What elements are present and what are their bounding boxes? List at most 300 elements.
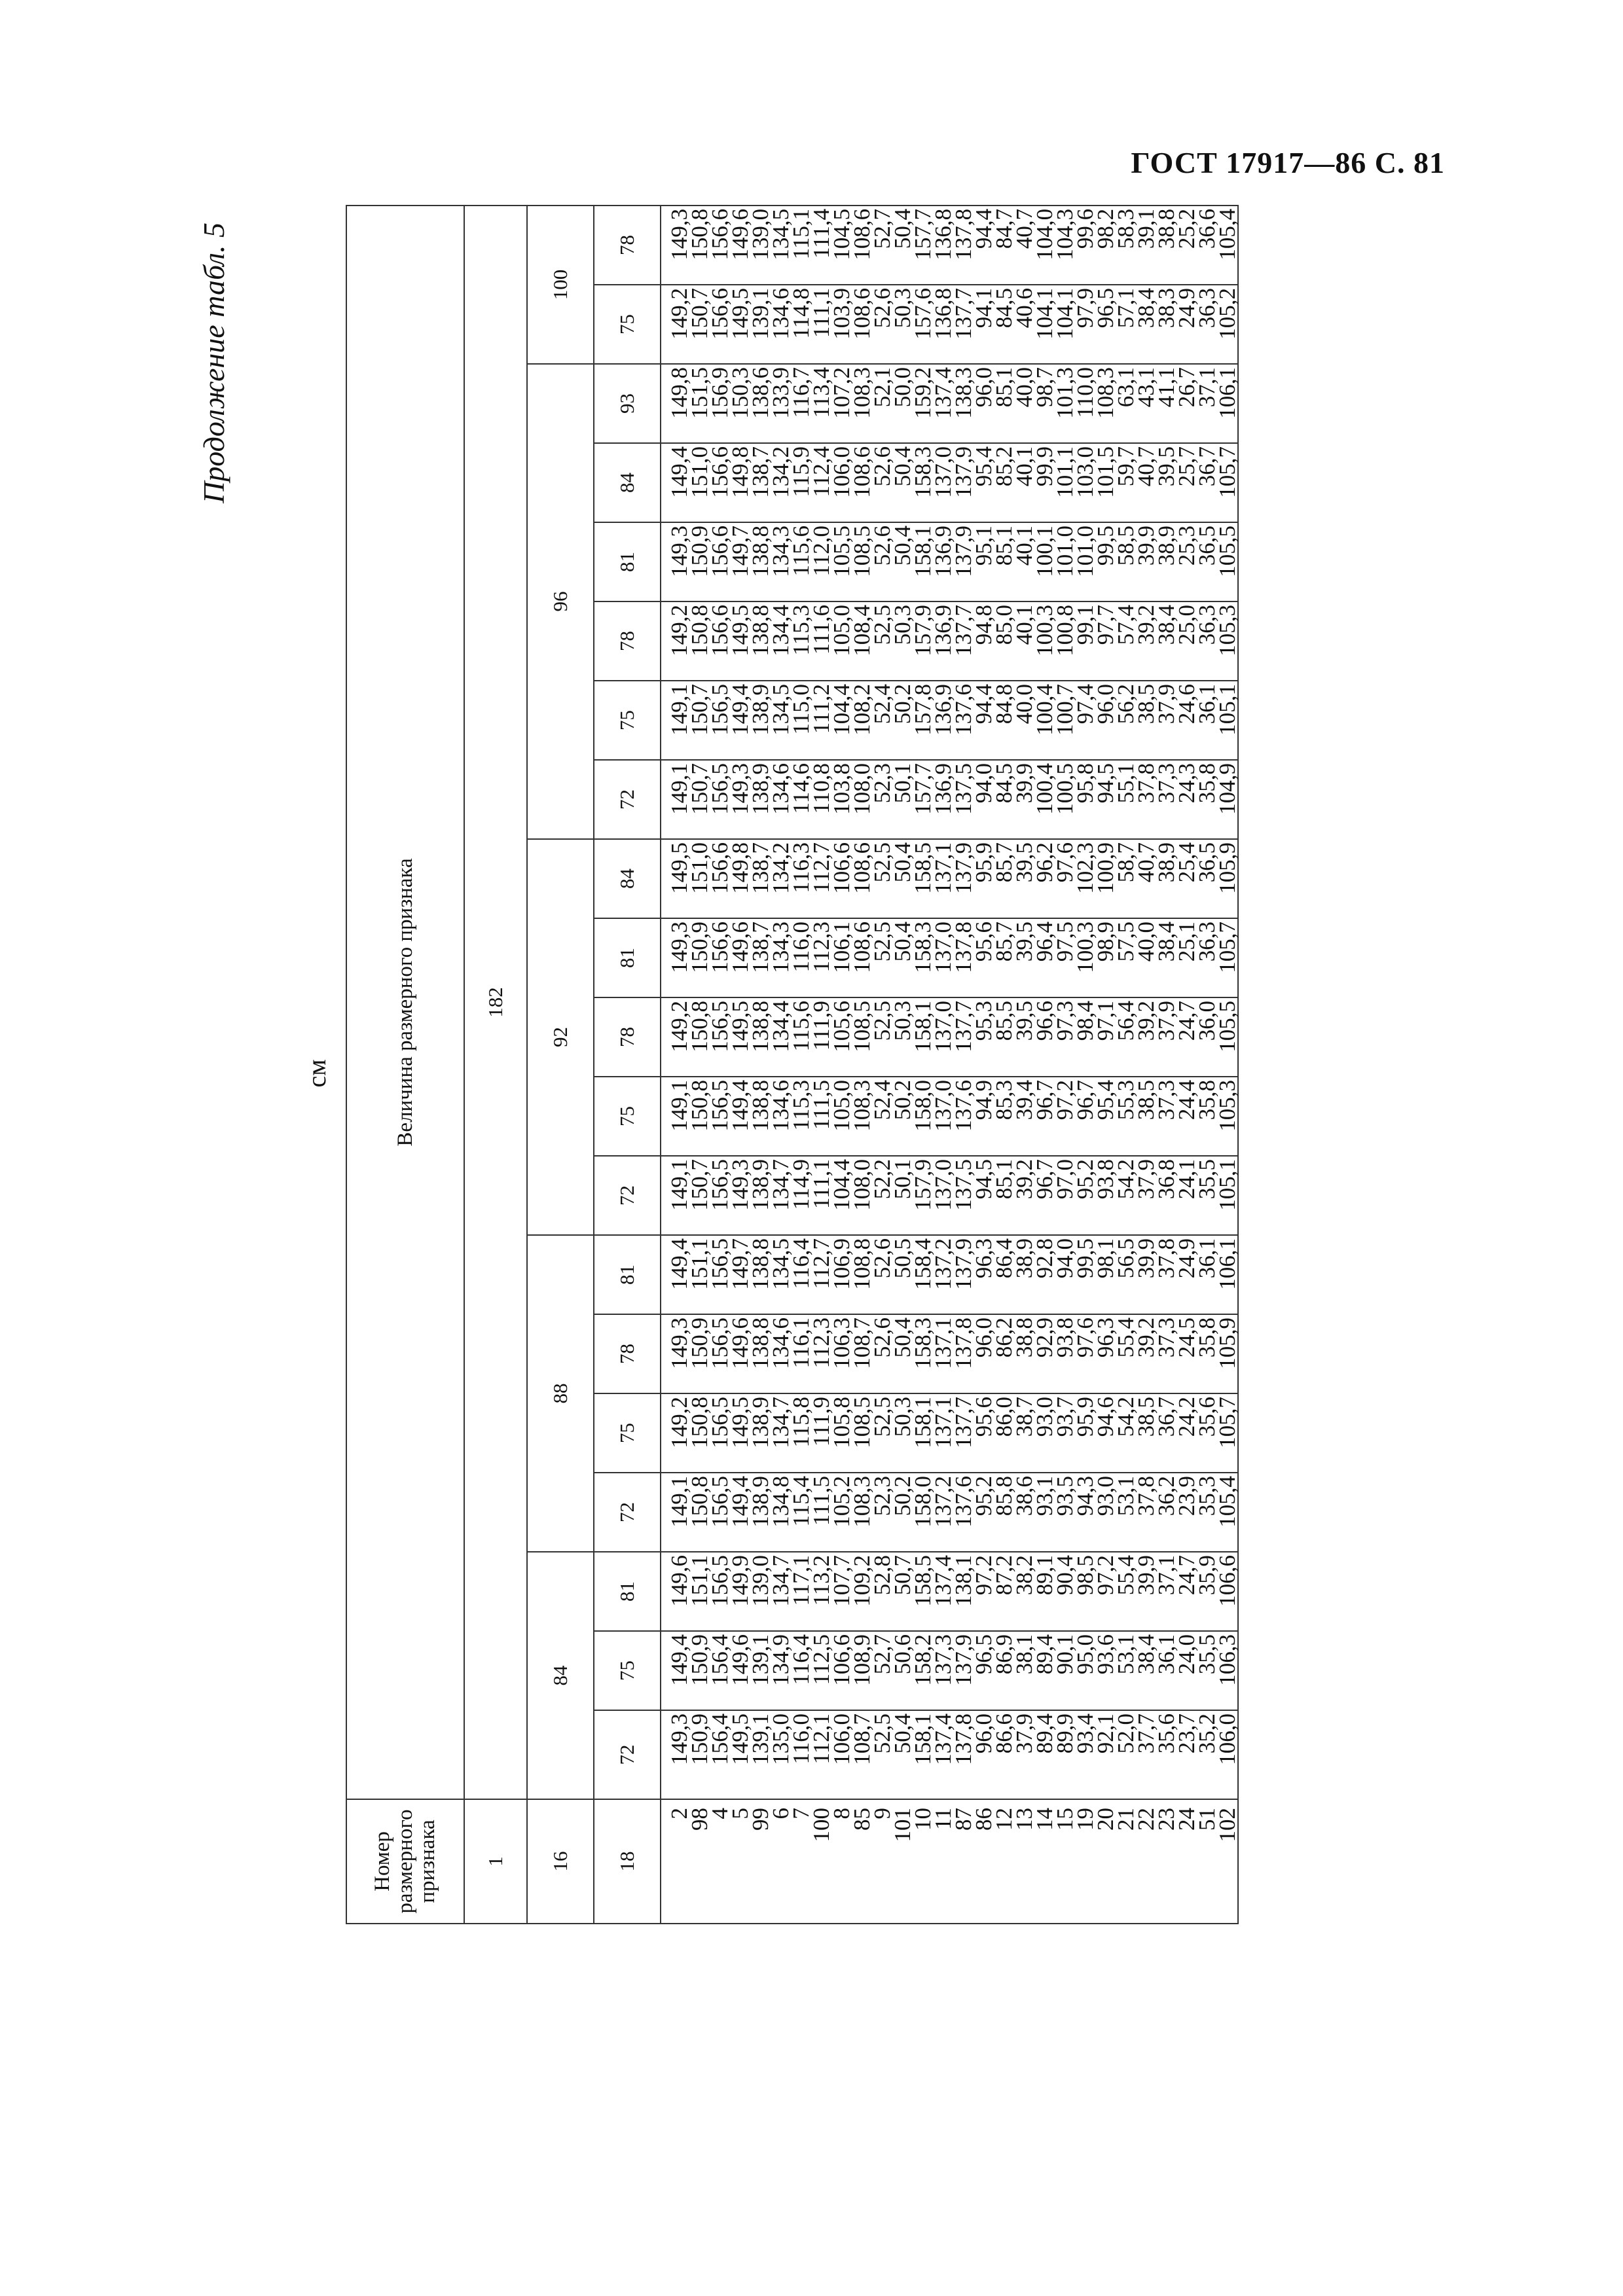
value-cell: 103,9: [831, 285, 852, 364]
value-cell: 156,6: [710, 601, 730, 681]
column-header: 93: [594, 364, 661, 443]
value-cell: 98,5: [1075, 1552, 1095, 1631]
value-cell: 25,1: [1176, 918, 1197, 997]
value-cell: 35,6: [1156, 1710, 1176, 1799]
value-cell: 25,3: [1176, 522, 1197, 601]
value-cell: 50,2: [892, 681, 913, 760]
value-cell: 108,7: [852, 1710, 872, 1799]
value-cell: 150,9: [689, 1631, 710, 1710]
value-cell: 24,9: [1176, 285, 1197, 364]
value-cell: 101,1: [1055, 443, 1075, 522]
value-cell: 108,5: [852, 1393, 872, 1473]
value-cell: 100,4: [1034, 760, 1055, 839]
value-cell: 156,5: [710, 1077, 730, 1156]
value-cell: 37,1: [1156, 1552, 1176, 1631]
value-cell: 139,0: [750, 1552, 771, 1631]
value-cell: 37,3: [1156, 1314, 1176, 1393]
value-cell: 156,6: [710, 918, 730, 997]
value-cell: 37,8: [1156, 1235, 1176, 1314]
value-cell: 137,9: [953, 522, 974, 601]
value-cell: 59,7: [1116, 443, 1136, 522]
header-number-label: Номер размерного признака: [346, 1799, 464, 1924]
value-cell: 23,9: [1176, 1473, 1197, 1552]
value-cell: 55,1: [1116, 760, 1136, 839]
row-number-cell: 11: [933, 1799, 953, 1924]
value-cell: 149,4: [730, 1473, 750, 1552]
value-cell: 37,8: [1136, 1473, 1156, 1552]
value-cell: 100,3: [1075, 918, 1095, 997]
value-cell: 105,7: [1217, 443, 1238, 522]
value-cell: 156,5: [710, 760, 730, 839]
value-cell: 157,9: [913, 601, 933, 681]
value-cell: 115,3: [791, 1077, 811, 1156]
value-cell: 92,9: [1034, 1314, 1055, 1393]
value-cell: 150,9: [689, 1314, 710, 1393]
value-cell: 95,3: [974, 997, 994, 1077]
value-cell: 97,5: [1055, 918, 1075, 997]
value-cell: 84,7: [994, 206, 1014, 285]
value-cell: 50,3: [892, 997, 913, 1077]
value-cell: 138,3: [953, 364, 974, 443]
value-cell: 137,7: [953, 997, 974, 1077]
value-cell: 158,0: [913, 1077, 933, 1156]
value-cell: 52,0: [1116, 1710, 1136, 1799]
value-cell: 39,2: [1136, 1314, 1156, 1393]
value-cell: 149,3: [661, 1314, 689, 1393]
value-cell: 52,7: [872, 206, 892, 285]
value-cell: 52,1: [872, 364, 892, 443]
value-cell: 38,3: [1156, 285, 1176, 364]
value-cell: 112,4: [811, 443, 831, 522]
value-cell: 56,4: [1116, 997, 1136, 1077]
value-cell: 134,5: [771, 681, 791, 760]
value-cell: 156,5: [710, 1393, 730, 1473]
value-cell: 108,6: [852, 285, 872, 364]
value-cell: 98,1: [1095, 1235, 1116, 1314]
column-header: 78: [594, 206, 661, 285]
value-cell: 25,2: [1176, 206, 1197, 285]
value-cell: 94,5: [974, 1156, 994, 1235]
row-number-cell: 10: [913, 1799, 933, 1924]
value-cell: 158,1: [913, 1710, 933, 1799]
value-cell: 106,6: [1217, 1552, 1238, 1631]
value-cell: 156,5: [710, 1235, 730, 1314]
value-cell: 37,9: [1156, 681, 1176, 760]
value-cell: 85,1: [994, 1156, 1014, 1235]
value-cell: 116,4: [791, 1235, 811, 1314]
value-cell: 114,9: [791, 1156, 811, 1235]
value-cell: 112,5: [811, 1631, 831, 1710]
value-cell: 137,7: [953, 1393, 974, 1473]
value-cell: 53,1: [1116, 1631, 1136, 1710]
value-cell: 96,5: [974, 1631, 994, 1710]
value-cell: 108,8: [852, 1235, 872, 1314]
value-cell: 115,0: [791, 681, 811, 760]
value-cell: 107,2: [831, 364, 852, 443]
value-cell: 38,6: [1014, 1473, 1034, 1552]
value-cell: 96,7: [1034, 1156, 1055, 1235]
value-cell: 36,5: [1197, 839, 1217, 918]
value-cell: 38,1: [1014, 1631, 1034, 1710]
value-cell: 137,9: [953, 1235, 974, 1314]
value-cell: 108,3: [852, 1473, 872, 1552]
value-cell: 92,8: [1034, 1235, 1055, 1314]
value-cell: 158,3: [913, 443, 933, 522]
value-cell: 96,0: [974, 1710, 994, 1799]
value-cell: 105,3: [1217, 1077, 1238, 1156]
value-cell: 35,8: [1197, 760, 1217, 839]
row-number-cell: 9: [872, 1799, 892, 1924]
value-cell: 149,8: [730, 443, 750, 522]
value-cell: 94,4: [974, 681, 994, 760]
value-cell: 108,6: [852, 206, 872, 285]
row-number-cell: 8: [831, 1799, 852, 1924]
value-cell: 85,7: [994, 839, 1014, 918]
value-cell: 52,7: [872, 1631, 892, 1710]
value-cell: 89,9: [1055, 1710, 1075, 1799]
value-cell: 134,3: [771, 522, 791, 601]
value-cell: 53,1: [1116, 1473, 1136, 1552]
value-cell: 137,1: [933, 1393, 953, 1473]
value-cell: 50,6: [892, 1631, 913, 1710]
value-cell: 137,7: [953, 285, 974, 364]
value-cell: 156,6: [710, 206, 730, 285]
value-cell: 93,4: [1075, 1710, 1095, 1799]
value-cell: 36,2: [1156, 1473, 1176, 1552]
value-cell: 139,1: [750, 1631, 771, 1710]
value-cell: 93,5: [1055, 1473, 1075, 1552]
value-cell: 115,8: [791, 1393, 811, 1473]
header-row2-cell: 16: [527, 1799, 594, 1924]
value-cell: 86,0: [994, 1393, 1014, 1473]
value-cell: 111,9: [811, 997, 831, 1077]
value-cell: 149,2: [661, 601, 689, 681]
value-cell: 114,8: [791, 285, 811, 364]
value-cell: 106,9: [831, 1235, 852, 1314]
value-cell: 105,5: [1217, 997, 1238, 1077]
value-cell: 24,2: [1176, 1393, 1197, 1473]
column-header: 75: [594, 285, 661, 364]
value-cell: 136,9: [933, 760, 953, 839]
value-cell: 138,8: [750, 1077, 771, 1156]
value-cell: 150,9: [689, 918, 710, 997]
value-cell: 50,1: [892, 1156, 913, 1235]
value-cell: 100,7: [1055, 681, 1075, 760]
value-cell: 115,4: [791, 1473, 811, 1552]
value-cell: 37,9: [1156, 997, 1176, 1077]
value-cell: 138,9: [750, 760, 771, 839]
value-cell: 137,7: [953, 601, 974, 681]
value-cell: 134,6: [771, 760, 791, 839]
value-cell: 102,3: [1075, 839, 1095, 918]
value-cell: 36,1: [1156, 1631, 1176, 1710]
value-cell: 158,3: [913, 918, 933, 997]
value-cell: 105,8: [831, 1393, 852, 1473]
value-cell: 50,4: [892, 1314, 913, 1393]
value-cell: 149,2: [661, 1393, 689, 1473]
value-cell: 50,5: [892, 1235, 913, 1314]
value-cell: 105,7: [1217, 1393, 1238, 1473]
value-cell: 134,6: [771, 285, 791, 364]
row-number-cell: 5: [730, 1799, 750, 1924]
value-cell: 39,5: [1014, 997, 1034, 1077]
value-cell: 87,2: [994, 1552, 1014, 1631]
value-cell: 108,6: [852, 443, 872, 522]
value-cell: 50,3: [892, 601, 913, 681]
value-cell: 114,6: [791, 760, 811, 839]
value-cell: 104,5: [831, 206, 852, 285]
value-cell: 98,9: [1095, 918, 1116, 997]
value-cell: 94,8: [974, 601, 994, 681]
value-cell: 24,6: [1176, 681, 1197, 760]
value-cell: 50,0: [892, 364, 913, 443]
value-cell: 39,9: [1014, 760, 1034, 839]
value-cell: 50,1: [892, 760, 913, 839]
value-cell: 149,6: [730, 1631, 750, 1710]
value-cell: 105,9: [1217, 1314, 1238, 1393]
value-cell: 138,9: [750, 1393, 771, 1473]
value-cell: 134,7: [771, 1156, 791, 1235]
value-cell: 35,6: [1197, 1393, 1217, 1473]
value-cell: 157,7: [913, 760, 933, 839]
value-cell: 43,1: [1136, 364, 1156, 443]
value-cell: 157,6: [913, 285, 933, 364]
value-cell: 58,3: [1116, 206, 1136, 285]
column-header: 18: [594, 1799, 661, 1924]
value-cell: 111,4: [811, 206, 831, 285]
value-cell: 149,2: [661, 997, 689, 1077]
value-cell: 52,5: [872, 601, 892, 681]
value-cell: 105,4: [1217, 1473, 1238, 1552]
value-cell: 38,9: [1156, 522, 1176, 601]
value-cell: 149,3: [661, 1710, 689, 1799]
value-cell: 95,4: [974, 443, 994, 522]
value-cell: 38,5: [1136, 1077, 1156, 1156]
value-cell: 138,9: [750, 681, 771, 760]
value-cell: 94,9: [974, 1077, 994, 1156]
value-cell: 111,6: [811, 601, 831, 681]
value-cell: 137,3: [933, 1631, 953, 1710]
value-cell: 99,6: [1075, 206, 1095, 285]
value-cell: 137,4: [933, 1710, 953, 1799]
value-cell: 97,0: [1055, 1156, 1075, 1235]
value-cell: 104,1: [1055, 285, 1075, 364]
value-cell: 150,8: [689, 206, 710, 285]
value-cell: 106,6: [831, 839, 852, 918]
value-cell: 50,2: [892, 1077, 913, 1156]
value-cell: 95,8: [1075, 760, 1095, 839]
value-cell: 24,5: [1176, 1314, 1197, 1393]
page-header: ГОСТ 17917—86 С. 81: [1131, 146, 1445, 179]
value-cell: 52,5: [872, 997, 892, 1077]
value-cell: 150,3: [730, 364, 750, 443]
value-cell: 137,9: [953, 1631, 974, 1710]
value-cell: 156,4: [710, 1631, 730, 1710]
value-cell: 158,2: [913, 1631, 933, 1710]
value-cell: 105,5: [1217, 522, 1238, 601]
value-cell: 39,9: [1136, 1235, 1156, 1314]
value-cell: 55,4: [1116, 1552, 1136, 1631]
header-row2-cell: 84: [527, 1552, 594, 1799]
value-cell: 63,1: [1116, 364, 1136, 443]
value-cell: 24,9: [1176, 1235, 1197, 1314]
value-cell: 95,0: [1075, 1631, 1095, 1710]
value-cell: 94,3: [1075, 1473, 1095, 1552]
value-cell: 108,5: [852, 522, 872, 601]
value-cell: 97,6: [1055, 839, 1075, 918]
value-cell: 104,1: [1034, 285, 1055, 364]
value-cell: 101,3: [1055, 364, 1075, 443]
column-header: 72: [594, 1156, 661, 1235]
value-cell: 151,1: [689, 1235, 710, 1314]
value-cell: 101,5: [1095, 443, 1116, 522]
value-cell: 50,2: [892, 1473, 913, 1552]
value-cell: 149,3: [661, 522, 689, 601]
value-cell: 138,8: [750, 522, 771, 601]
value-cell: 134,5: [771, 206, 791, 285]
value-cell: 58,7: [1116, 839, 1136, 918]
value-cell: 84,5: [994, 285, 1014, 364]
value-cell: 99,5: [1075, 1235, 1095, 1314]
value-cell: 36,3: [1197, 918, 1217, 997]
value-cell: 156,5: [710, 1473, 730, 1552]
row-number-cell: 6: [771, 1799, 791, 1924]
value-cell: 106,1: [1217, 1235, 1238, 1314]
value-cell: 137,8: [953, 918, 974, 997]
value-cell: 156,6: [710, 522, 730, 601]
value-cell: 150,8: [689, 601, 710, 681]
value-cell: 39,2: [1014, 1156, 1034, 1235]
value-cell: 93,0: [1095, 1473, 1116, 1552]
value-cell: 158,1: [913, 522, 933, 601]
value-cell: 105,1: [1217, 1156, 1238, 1235]
value-cell: 36,8: [1156, 1156, 1176, 1235]
value-cell: 149,3: [730, 760, 750, 839]
row-number-cell: 13: [1014, 1799, 1034, 1924]
value-cell: 137,2: [933, 1473, 953, 1552]
value-cell: 84,5: [994, 760, 1014, 839]
value-cell: 158,1: [913, 1393, 933, 1473]
value-cell: 101,0: [1075, 522, 1095, 601]
value-cell: 156,9: [710, 364, 730, 443]
value-cell: 35,3: [1197, 1473, 1217, 1552]
continuation-caption: Продолжение табл. 5: [197, 223, 230, 503]
value-cell: 93,6: [1095, 1631, 1116, 1710]
value-cell: 105,2: [831, 1473, 852, 1552]
value-cell: 25,4: [1176, 839, 1197, 918]
value-cell: 55,4: [1116, 1314, 1136, 1393]
value-cell: 137,9: [953, 839, 974, 918]
value-cell: 106,3: [831, 1314, 852, 1393]
value-cell: 156,5: [710, 997, 730, 1077]
value-cell: 94,6: [1095, 1393, 1116, 1473]
value-cell: 57,1: [1116, 285, 1136, 364]
value-cell: 97,2: [974, 1552, 994, 1631]
value-cell: 156,5: [710, 1156, 730, 1235]
value-cell: 93,8: [1095, 1156, 1116, 1235]
value-cell: 115,6: [791, 522, 811, 601]
value-cell: 151,5: [689, 364, 710, 443]
value-cell: 99,1: [1075, 601, 1095, 681]
value-cell: 134,4: [771, 997, 791, 1077]
value-cell: 86,6: [994, 1710, 1014, 1799]
value-cell: 150,7: [689, 681, 710, 760]
value-cell: 149,3: [661, 206, 689, 285]
value-cell: 99,5: [1095, 522, 1116, 601]
value-cell: 149,3: [661, 918, 689, 997]
value-cell: 36,7: [1156, 1393, 1176, 1473]
value-cell: 95,9: [974, 839, 994, 918]
value-cell: 52,8: [872, 1552, 892, 1631]
value-cell: 23,7: [1176, 1710, 1197, 1799]
header-row1-cell: 1: [464, 1799, 527, 1924]
header-row2-cell: 88: [527, 1235, 594, 1552]
value-cell: 38,2: [1014, 1552, 1034, 1631]
value-cell: 117,1: [791, 1552, 811, 1631]
value-cell: 96,2: [1034, 839, 1055, 918]
value-cell: 40,1: [1014, 522, 1034, 601]
value-cell: 97,9: [1075, 285, 1095, 364]
value-cell: 137,6: [953, 681, 974, 760]
value-cell: 136,9: [933, 601, 953, 681]
value-cell: 24,7: [1176, 1552, 1197, 1631]
value-cell: 50,4: [892, 522, 913, 601]
row-number-cell: 4: [710, 1799, 730, 1924]
value-cell: 98,2: [1095, 206, 1116, 285]
row-number-cell: 14: [1034, 1799, 1055, 1924]
value-cell: 96,0: [974, 1314, 994, 1393]
value-cell: 96,7: [1034, 1077, 1055, 1156]
row-number-cell: 100: [811, 1799, 831, 1924]
value-cell: 104,3: [1055, 206, 1075, 285]
value-cell: 52,6: [872, 1235, 892, 1314]
value-cell: 26,7: [1176, 364, 1197, 443]
value-cell: 84,8: [994, 681, 1014, 760]
value-cell: 96,4: [1034, 918, 1055, 997]
value-cell: 157,9: [913, 1156, 933, 1235]
value-cell: 138,8: [750, 1235, 771, 1314]
value-cell: 149,4: [730, 1077, 750, 1156]
value-cell: 35,9: [1197, 1552, 1217, 1631]
value-cell: 35,5: [1197, 1156, 1217, 1235]
value-cell: 108,3: [852, 364, 872, 443]
value-cell: 137,1: [933, 1314, 953, 1393]
value-cell: 150,7: [689, 1156, 710, 1235]
value-cell: 108,5: [852, 997, 872, 1077]
table-row: [1217, 206, 1238, 1924]
value-cell: 149,7: [730, 522, 750, 601]
value-cell: 149,4: [661, 443, 689, 522]
column-header: 75: [594, 1393, 661, 1473]
value-cell: 106,0: [1217, 1710, 1238, 1799]
value-cell: 50,4: [892, 1710, 913, 1799]
value-cell: 116,7: [791, 364, 811, 443]
row-number-cell: 12: [994, 1799, 1014, 1924]
value-cell: 112,0: [811, 522, 831, 601]
value-cell: 100,8: [1055, 601, 1075, 681]
value-cell: 97,7: [1095, 601, 1116, 681]
value-cell: 24,3: [1176, 760, 1197, 839]
value-cell: 40,7: [1014, 206, 1034, 285]
value-cell: 39,1: [1136, 206, 1156, 285]
row-number-cell: 51: [1197, 1799, 1217, 1924]
value-cell: 134,6: [771, 1314, 791, 1393]
value-cell: 38,7: [1014, 1393, 1034, 1473]
column-header: 78: [594, 1314, 661, 1393]
value-cell: 156,6: [710, 285, 730, 364]
value-cell: 25,7: [1176, 443, 1197, 522]
value-cell: 104,0: [1034, 206, 1055, 285]
